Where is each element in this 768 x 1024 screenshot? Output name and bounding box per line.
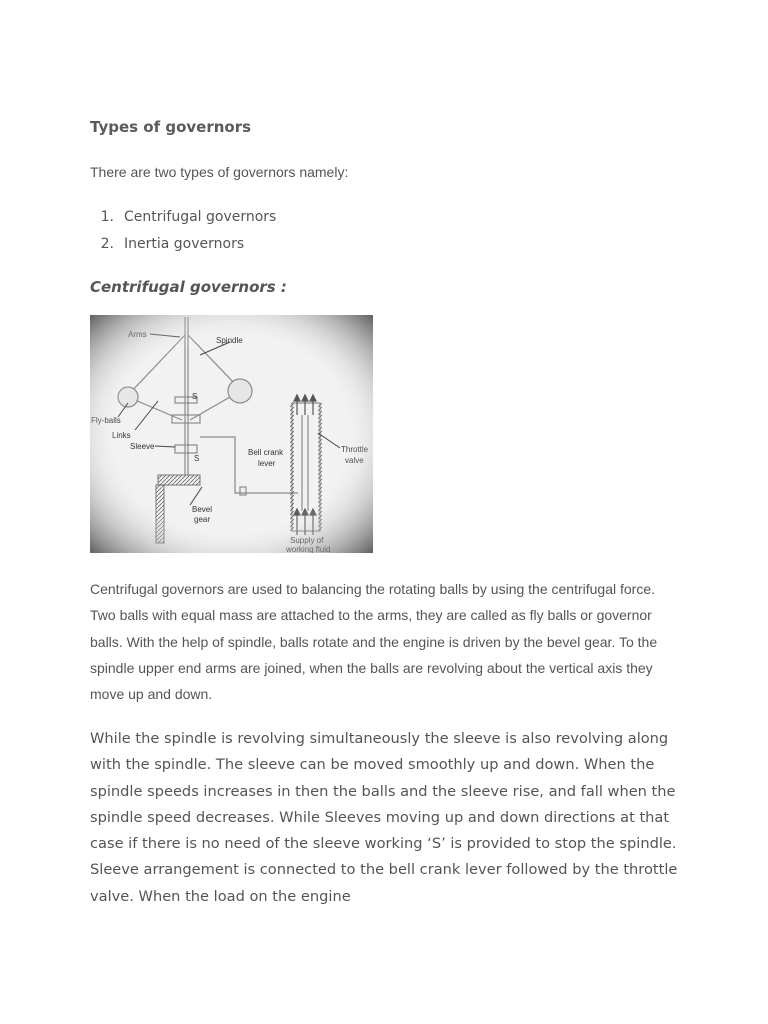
governor-types-list xyxy=(90,207,276,261)
intro-text: There are two types of governors namely: xyxy=(90,164,349,180)
list-item xyxy=(90,207,276,234)
list-item-label: Centrifugal governors xyxy=(124,209,277,225)
section-heading: Centrifugal governors : xyxy=(90,278,287,296)
list-item xyxy=(90,234,276,261)
diagram-vignette xyxy=(90,315,373,553)
governor-diagram-svg xyxy=(90,315,373,553)
list-item-label: Inertia governors xyxy=(124,236,245,252)
list-item-number: 2. xyxy=(100,236,114,252)
page-heading: Types of governors xyxy=(90,118,252,136)
governor-diagram xyxy=(90,315,373,553)
paragraph-centrifugal-description: Centrifugal governors are used to balancing the rotating balls by using the centrifugal force. Two balls with equal mass are attached to the arms, they are called as fly balls or governor balls. With the help of spindle, balls rotate and the engine is driven by the bevel gear. To the spindle upper end arms are joined, when the balls are revolving about the vertical axis they move up and down. xyxy=(90,581,658,703)
list-item-number: 1. xyxy=(100,209,114,225)
paragraph-sleeve-description: While the spindle is revolving simultaneously the sleeve is also revolving along with the spindle. The sleeve can be moved smoothly up and down. When the spindle speeds increases in then the balls and the sleeve rise, and fall when the spindle speed decreases. While Sleeves moving up and down directions at that case if there is no need of the sleeve working ‘S’ is provided to stop the spindle. Sleeve arrangement is connected to the bell crank lever followed by the throttle valve. When the load on the engine xyxy=(90,730,678,905)
